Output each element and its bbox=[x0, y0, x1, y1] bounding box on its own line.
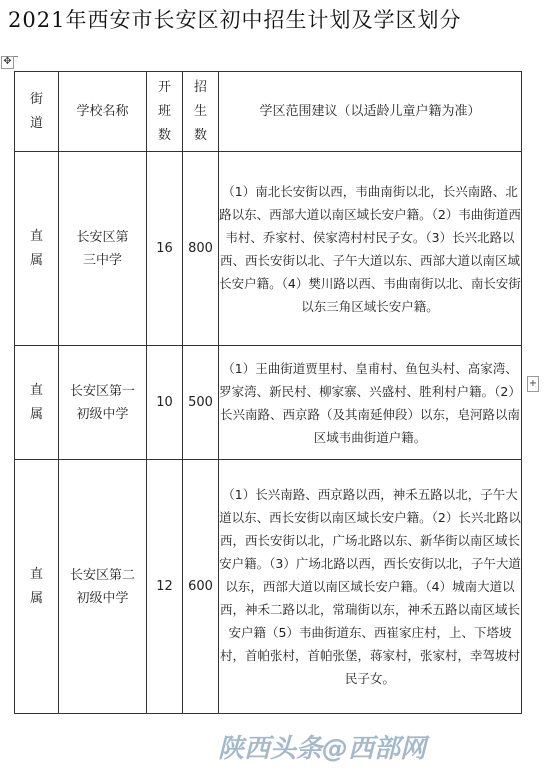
cell-school: 长安区第三中学 bbox=[59, 152, 147, 346]
cell-school: 长安区第一初级中学 bbox=[59, 346, 147, 460]
cell-school: 长安区第二初级中学 bbox=[59, 460, 147, 714]
enrollment-table bbox=[14, 71, 522, 714]
cell-street: 直属 bbox=[15, 460, 59, 714]
header-classes: 开班数 bbox=[147, 72, 183, 152]
cell-street: 直属 bbox=[15, 152, 59, 346]
header-enrollment: 招生数 bbox=[183, 72, 219, 152]
cell-street: 直属 bbox=[15, 346, 59, 460]
table-row bbox=[15, 152, 522, 346]
table-row bbox=[15, 460, 522, 714]
cell-range: （1）南北长安街以西，韦曲南街以北，长兴南路、北路以东、西部大道以南区域长安户籍。（2）韦曲街道西韦村、乔家村、侯家湾村村民子女。（3）长兴北路以西、西长安街以北、子午大道以东、西部大道以南区域长安户籍。（4）樊川路以西、韦曲南街以北、南长安街以东三角区域长安户籍。 bbox=[219, 152, 522, 346]
table-header-row bbox=[15, 72, 522, 152]
cell-range: （1）长兴南路、西京路以西，神禾五路以北，子午大道以东、西长安街以南区域长安户籍。（2）长兴北路以西，西长安街以北，广场北路以东、新华街以南区域长安户籍。（3）广场北路以西，西长安街以北，子午大道以东，西部大道以南区域长安户籍。（4）城南大道以西，神禾二路以北，常瑞街以东，神禾五路以南区域长安户籍（5）韦曲街道东、西崔家庄村，上、下塔坡村，首帕张村，首帕张堡，蒋家村，张家村，幸驾坡村民子女。 bbox=[219, 460, 522, 714]
table-resize-handle-icon[interactable]: + bbox=[527, 376, 539, 392]
cell-enrollment: 600 bbox=[183, 460, 219, 714]
header-school: 学校名称 bbox=[59, 72, 147, 152]
cell-enrollment: 800 bbox=[183, 152, 219, 346]
cell-range: （1）王曲街道贾里村、皇甫村、鱼包头村、高家湾、罗家湾、新民村、柳家寨、兴盛村、胜利村户籍。（2）长兴南路、西京路（及其南延伸段）以东，皂河路以南区域韦曲街道户籍。 bbox=[219, 346, 522, 460]
document-title: 2021年西安市长安区初中招生计划及学区划分 bbox=[8, 8, 462, 32]
table-row bbox=[15, 346, 522, 460]
cell-classes: 16 bbox=[147, 152, 183, 346]
header-street: 街道 bbox=[15, 72, 59, 152]
cell-classes: 10 bbox=[147, 346, 183, 460]
header-range: 学区范围建议（以适龄儿童户籍为准） bbox=[219, 72, 522, 152]
cell-enrollment: 500 bbox=[183, 346, 219, 460]
watermark-logo: 陕西头条@西部网 bbox=[218, 734, 427, 764]
table-move-handle-icon[interactable]: ✥ bbox=[1, 56, 14, 69]
cell-classes: 12 bbox=[147, 460, 183, 714]
